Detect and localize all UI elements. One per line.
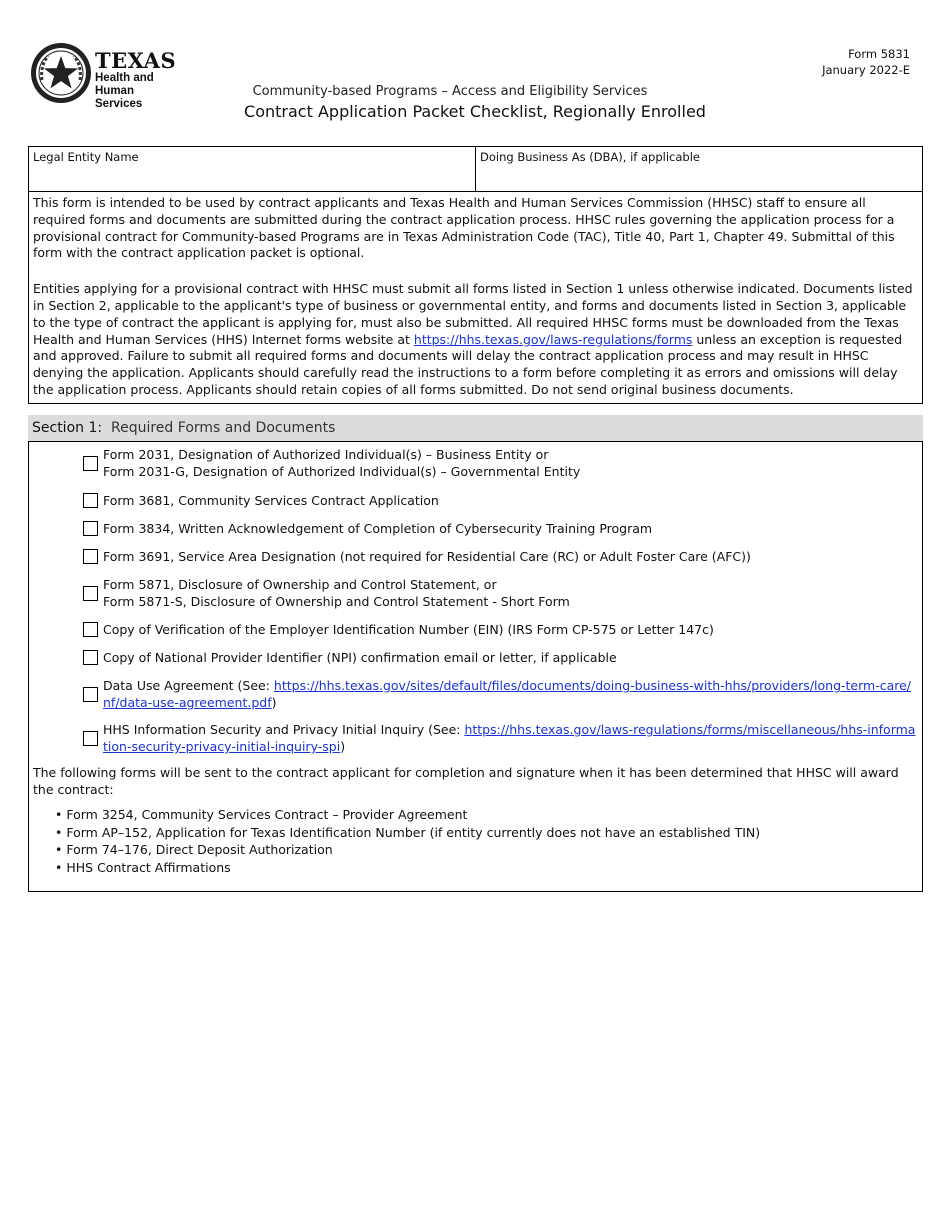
checklist-item-text — [103, 446, 580, 480]
data-use-agreement-link[interactable]: https://hhs.texas.gov/sites/default/files/documents/doing-business-with-hhs/providers/long-term-care/nf/data-use-agreement.pdf — [103, 678, 912, 710]
checklist-item-text: Copy of National Provider Identifier (NPI) confirmation email or letter, if applicable — [103, 650, 617, 665]
checklist-item-text: Copy of Verification of the Employer Identification Number (EIN) (IRS Form CP-575 or Letter 147c) — [103, 622, 714, 637]
list-item: • HHS Contract Affirmations — [55, 859, 760, 877]
checklist-item — [83, 721, 916, 755]
item-line: Form 2031, Designation of Authorized Individual(s) – Business Entity or — [103, 447, 549, 462]
instructions-paragraph-1: This form is intended to be used by contract applicants and Texas Health and Human Services Commission (HHSC) staff to ensure all required forms and documents are submitted during the contract application process. HHSC rules governing the application process for a provisional contract for Community-based Programs are in Texas Administration Code (TAC), Title 40, Part 1, Chapter 49. Submittal of this form with the contract application packet is optional. — [33, 195, 895, 261]
checkbox[interactable] — [83, 687, 98, 702]
logo-line1: TEXAS — [95, 48, 177, 73]
security-privacy-inquiry-link[interactable]: https://hhs.texas.gov/laws-regulations/forms/miscellaneous/hhs-information-security-privacy-initial-inquiry-spi — [103, 722, 916, 754]
checkbox[interactable] — [83, 493, 98, 508]
award-forms-note: The following forms will be sent to the contract applicant for completion and signature when it has been determined that HHSC will award the contract: — [33, 765, 899, 797]
checkbox[interactable] — [83, 731, 98, 746]
list-item: • Form AP–152, Application for Texas Identification Number (if entity currently does not have an established TIN) — [55, 824, 760, 842]
item-text-before: Data Use Agreement (See: — [103, 678, 274, 693]
checklist-item-text — [103, 721, 916, 755]
section-1-label: Section 1: — [32, 420, 103, 436]
form-date: January 2022-E — [822, 63, 910, 77]
instructions — [29, 192, 922, 403]
checklist-item — [83, 520, 916, 537]
section-1-header — [28, 415, 923, 441]
instructions-paragraph-2 — [33, 281, 918, 399]
item-line: Form 5871, Disclosure of Ownership and Control Statement, or — [103, 577, 497, 592]
page-title: Contract Application Packet Checklist, Regionally Enrolled — [244, 102, 706, 121]
checklist-item — [83, 548, 916, 565]
checkbox[interactable] — [83, 456, 98, 471]
logo-line2: Health and Human — [95, 72, 154, 97]
checkbox[interactable] — [83, 549, 98, 564]
dba-label: Doing Business As (DBA), if applicable — [480, 150, 700, 164]
checklist-item — [83, 677, 916, 711]
legal-entity-name-field[interactable] — [29, 147, 475, 191]
entity-info-table — [28, 146, 923, 404]
checkbox[interactable] — [83, 622, 98, 637]
checklist-item — [83, 446, 916, 480]
checkbox[interactable] — [83, 586, 98, 601]
list-item: • Form 3254, Community Services Contract – Provider Agreement — [55, 806, 760, 824]
section-1-body — [28, 441, 923, 892]
item-text-before: HHS Information Security and Privacy Initial Inquiry (See: — [103, 722, 465, 737]
list-item: • Form 74–176, Direct Deposit Authorization — [55, 841, 760, 859]
logo-line3: Services — [95, 98, 143, 110]
forms-website-link[interactable]: https://hhs.texas.gov/laws-regulations/forms — [413, 331, 693, 347]
form-number-block — [822, 46, 910, 78]
checklist-item — [83, 492, 916, 509]
item-line: Form 5871-S, Disclosure of Ownership and Control Statement - Short Form — [103, 594, 570, 609]
instructions-p2-before: Entities applying for a provisional contract with HHSC must submit all forms listed in Section 1 unless otherwise indicated. Documents listed in Section 2, applicable to the applicant's type of business or governmental entity, and forms and documents listed in Section 3, applicable to the type of contract the applicant is applying for, must also be submitted. All required HHSC forms must be downloaded from the Texas Health and Human Services (HHS) Internet forms website at — [33, 281, 913, 347]
instructions-p2-after: unless an exception is requested and approved. Failure to submit all required forms and documents will delay the contract application process and may result in HHSC denying the application. Applicants should carefully read the instructions to a form before completing it as errors and omissions will delay the application process. Applicants should retain copies of all forms submitted. Do not send original business documents. — [33, 331, 903, 397]
entity-fields-row — [29, 147, 922, 192]
checklist-item-text — [103, 677, 916, 711]
page-subtitle: Community-based Programs – Access and Eligibility Services — [252, 84, 648, 99]
item-text-after: ) — [340, 739, 346, 754]
checklist-item — [83, 649, 916, 666]
item-line: Form 2031-G, Designation of Authorized Individual(s) – Governmental Entity — [103, 464, 581, 479]
checklist-item — [83, 621, 916, 638]
award-forms-list — [55, 806, 760, 876]
checkbox[interactable] — [83, 521, 98, 536]
checklist-item-text: Form 3834, Written Acknowledgement of Completion of Cybersecurity Training Program — [103, 521, 653, 536]
checklist-item-text: Form 3691, Service Area Designation (not required for Residential Care (RC) or Adult Foster Care (AFC)) — [103, 549, 751, 564]
form-number: Form 5831 — [848, 47, 910, 61]
dba-field[interactable] — [475, 147, 922, 191]
section-1-title: Required Forms and Documents — [111, 420, 336, 436]
checklist-item-text — [103, 576, 570, 610]
checklist-item-text: Form 3681, Community Services Contract Application — [103, 493, 439, 508]
checkbox[interactable] — [83, 650, 98, 665]
legal-entity-name-label: Legal Entity Name — [33, 150, 139, 164]
item-text-after: ) — [271, 695, 277, 710]
checklist-item — [83, 576, 916, 610]
